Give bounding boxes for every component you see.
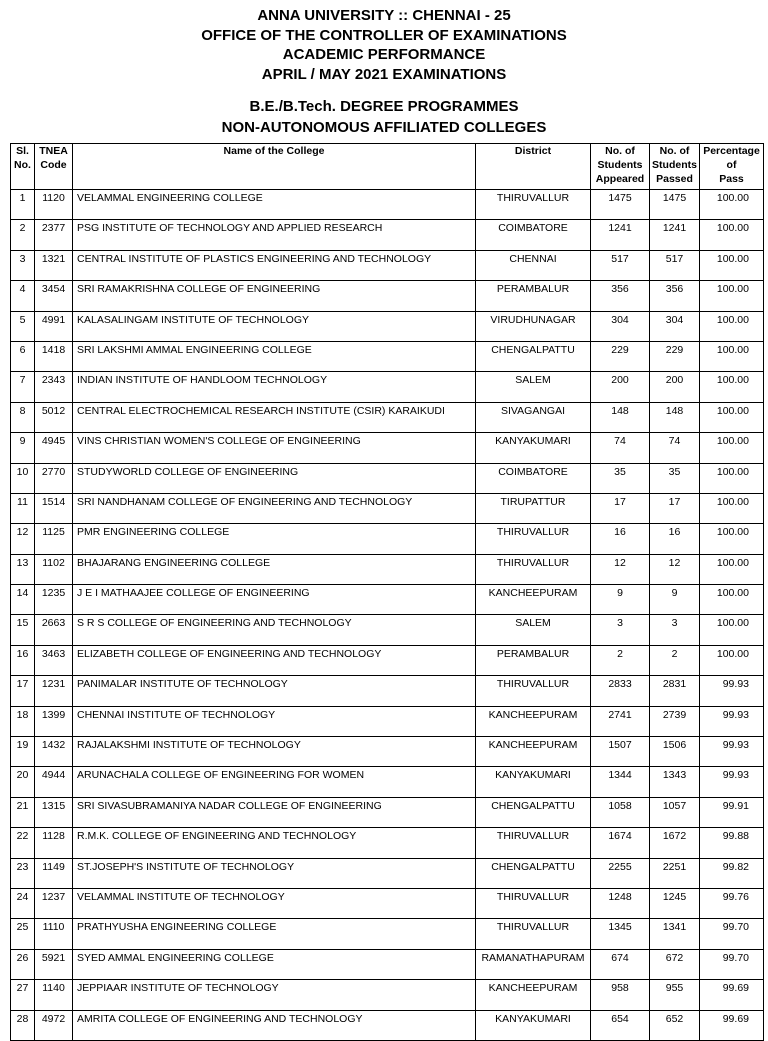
cell-sl: 15 bbox=[11, 615, 35, 645]
cell-district: KANCHEEPURAM bbox=[476, 585, 591, 615]
cell-college-name: PRATHYUSHA ENGINEERING COLLEGE bbox=[73, 919, 476, 949]
cell-tnea-code: 4972 bbox=[35, 1010, 73, 1040]
cell-district: VIRUDHUNAGAR bbox=[476, 311, 591, 341]
cell-percentage: 99.93 bbox=[700, 767, 764, 797]
cell-college-name: SRI SIVASUBRAMANIYA NADAR COLLEGE OF ENGINEERING bbox=[73, 797, 476, 827]
cell-sl: 26 bbox=[11, 949, 35, 979]
cell-district: THIRUVALLUR bbox=[476, 888, 591, 918]
cell-passed: 9 bbox=[650, 585, 700, 615]
cell-district: KANCHEEPURAM bbox=[476, 737, 591, 767]
cell-college-name: ST.JOSEPH'S INSTITUTE OF TECHNOLOGY bbox=[73, 858, 476, 888]
cell-college-name: PMR ENGINEERING COLLEGE bbox=[73, 524, 476, 554]
cell-passed: 2251 bbox=[650, 858, 700, 888]
cell-sl: 3 bbox=[11, 250, 35, 280]
cell-sl: 11 bbox=[11, 493, 35, 523]
cell-tnea-code: 1125 bbox=[35, 524, 73, 554]
cell-appeared: 3 bbox=[591, 615, 650, 645]
table-row bbox=[11, 281, 764, 311]
table-row bbox=[11, 676, 764, 706]
cell-percentage: 100.00 bbox=[700, 554, 764, 584]
cell-passed: 200 bbox=[650, 372, 700, 402]
cell-college-name: RAJALAKSHMI INSTITUTE OF TECHNOLOGY bbox=[73, 737, 476, 767]
cell-appeared: 200 bbox=[591, 372, 650, 402]
cell-sl: 9 bbox=[11, 433, 35, 463]
cell-sl: 28 bbox=[11, 1010, 35, 1040]
cell-district: KANCHEEPURAM bbox=[476, 980, 591, 1010]
cell-passed: 1245 bbox=[650, 888, 700, 918]
table-row bbox=[11, 433, 764, 463]
cell-appeared: 35 bbox=[591, 463, 650, 493]
cell-college-name: ELIZABETH COLLEGE OF ENGINEERING AND TECHNOLOGY bbox=[73, 645, 476, 675]
cell-appeared: 229 bbox=[591, 341, 650, 371]
cell-passed: 1057 bbox=[650, 797, 700, 827]
cell-tnea-code: 4945 bbox=[35, 433, 73, 463]
university-title: ANNA UNIVERSITY :: CHENNAI - 25 bbox=[257, 7, 511, 24]
cell-tnea-code: 1102 bbox=[35, 554, 73, 584]
cell-appeared: 1475 bbox=[591, 190, 650, 220]
cell-sl: 2 bbox=[11, 220, 35, 250]
cell-passed: 1672 bbox=[650, 828, 700, 858]
col-header-district: District bbox=[476, 144, 591, 190]
report-title: ACADEMIC PERFORMANCE bbox=[282, 46, 486, 63]
cell-college-name: CENTRAL INSTITUTE OF PLASTICS ENGINEERING AND TECHNOLOGY bbox=[73, 250, 476, 280]
cell-percentage: 99.88 bbox=[700, 828, 764, 858]
cell-district: COIMBATORE bbox=[476, 463, 591, 493]
table-row bbox=[11, 1010, 764, 1040]
cell-district: SALEM bbox=[476, 372, 591, 402]
cell-percentage: 99.70 bbox=[700, 949, 764, 979]
cell-tnea-code: 2770 bbox=[35, 463, 73, 493]
cell-college-name: SYED AMMAL ENGINEERING COLLEGE bbox=[73, 949, 476, 979]
cell-college-name: AMRITA COLLEGE OF ENGINEERING AND TECHNOLOGY bbox=[73, 1010, 476, 1040]
cell-tnea-code: 1321 bbox=[35, 250, 73, 280]
cell-college-name: S R S COLLEGE OF ENGINEERING AND TECHNOLOGY bbox=[73, 615, 476, 645]
cell-passed: 3 bbox=[650, 615, 700, 645]
cell-college-name: R.M.K. COLLEGE OF ENGINEERING AND TECHNOLOGY bbox=[73, 828, 476, 858]
table-row bbox=[11, 858, 764, 888]
cell-passed: 356 bbox=[650, 281, 700, 311]
cell-percentage: 100.00 bbox=[700, 615, 764, 645]
cell-tnea-code: 1110 bbox=[35, 919, 73, 949]
cell-district: SALEM bbox=[476, 615, 591, 645]
cell-college-name: BHAJARANG ENGINEERING COLLEGE bbox=[73, 554, 476, 584]
table-row bbox=[11, 402, 764, 432]
results-table bbox=[10, 143, 764, 1041]
cell-sl: 23 bbox=[11, 858, 35, 888]
cell-tnea-code: 1418 bbox=[35, 341, 73, 371]
table-row bbox=[11, 615, 764, 645]
cell-tnea-code: 1514 bbox=[35, 493, 73, 523]
cell-percentage: 100.00 bbox=[700, 463, 764, 493]
table-row bbox=[11, 585, 764, 615]
cell-appeared: 1248 bbox=[591, 888, 650, 918]
table-row bbox=[11, 220, 764, 250]
table-row bbox=[11, 888, 764, 918]
cell-passed: 17 bbox=[650, 493, 700, 523]
cell-passed: 1341 bbox=[650, 919, 700, 949]
cell-college-name: KALASALINGAM INSTITUTE OF TECHNOLOGY bbox=[73, 311, 476, 341]
cell-percentage: 100.00 bbox=[700, 493, 764, 523]
cell-sl: 22 bbox=[11, 828, 35, 858]
table-row bbox=[11, 190, 764, 220]
cell-appeared: 517 bbox=[591, 250, 650, 280]
cell-sl: 19 bbox=[11, 737, 35, 767]
cell-sl: 14 bbox=[11, 585, 35, 615]
cell-percentage: 100.00 bbox=[700, 190, 764, 220]
cell-tnea-code: 2663 bbox=[35, 615, 73, 645]
cell-district: THIRUVALLUR bbox=[476, 190, 591, 220]
cell-district: CHENGALPATTU bbox=[476, 858, 591, 888]
cell-district: COIMBATORE bbox=[476, 220, 591, 250]
cell-district: THIRUVALLUR bbox=[476, 919, 591, 949]
cell-percentage: 100.00 bbox=[700, 281, 764, 311]
table-row bbox=[11, 463, 764, 493]
cell-sl: 21 bbox=[11, 797, 35, 827]
cell-appeared: 2833 bbox=[591, 676, 650, 706]
cell-sl: 25 bbox=[11, 919, 35, 949]
cell-passed: 1343 bbox=[650, 767, 700, 797]
cell-passed: 672 bbox=[650, 949, 700, 979]
cell-tnea-code: 5921 bbox=[35, 949, 73, 979]
cell-tnea-code: 1231 bbox=[35, 676, 73, 706]
cell-passed: 304 bbox=[650, 311, 700, 341]
cell-percentage: 99.91 bbox=[700, 797, 764, 827]
cell-appeared: 2 bbox=[591, 645, 650, 675]
cell-district: RAMANATHAPURAM bbox=[476, 949, 591, 979]
cell-sl: 1 bbox=[11, 190, 35, 220]
cell-sl: 18 bbox=[11, 706, 35, 736]
cell-sl: 17 bbox=[11, 676, 35, 706]
cell-percentage: 100.00 bbox=[700, 250, 764, 280]
cell-district: CHENGALPATTU bbox=[476, 341, 591, 371]
cell-district: CHENGALPATTU bbox=[476, 797, 591, 827]
col-header-appeared: No. of Students Appeared bbox=[591, 144, 650, 190]
cell-district: THIRUVALLUR bbox=[476, 554, 591, 584]
cell-college-name: VELAMMAL INSTITUTE OF TECHNOLOGY bbox=[73, 888, 476, 918]
cell-college-name: VELAMMAL ENGINEERING COLLEGE bbox=[73, 190, 476, 220]
cell-percentage: 100.00 bbox=[700, 402, 764, 432]
cell-passed: 1241 bbox=[650, 220, 700, 250]
cell-district: PERAMBALUR bbox=[476, 645, 591, 675]
cell-passed: 1506 bbox=[650, 737, 700, 767]
table-row bbox=[11, 554, 764, 584]
col-header-sl: Sl. No. bbox=[11, 144, 35, 190]
cell-percentage: 100.00 bbox=[700, 645, 764, 675]
cell-college-name: J E I MATHAAJEE COLLEGE OF ENGINEERING bbox=[73, 585, 476, 615]
table-row bbox=[11, 524, 764, 554]
cell-sl: 20 bbox=[11, 767, 35, 797]
cell-sl: 8 bbox=[11, 402, 35, 432]
document-header bbox=[0, 6, 768, 84]
table-header-row bbox=[11, 144, 764, 190]
cell-percentage: 100.00 bbox=[700, 524, 764, 554]
cell-college-name: SRI NANDHANAM COLLEGE OF ENGINEERING AND TECHNOLOGY bbox=[73, 493, 476, 523]
cell-passed: 517 bbox=[650, 250, 700, 280]
cell-tnea-code: 1235 bbox=[35, 585, 73, 615]
cell-college-name: CHENNAI INSTITUTE OF TECHNOLOGY bbox=[73, 706, 476, 736]
table-row bbox=[11, 767, 764, 797]
cell-sl: 13 bbox=[11, 554, 35, 584]
cell-appeared: 1674 bbox=[591, 828, 650, 858]
table-row bbox=[11, 311, 764, 341]
cell-appeared: 148 bbox=[591, 402, 650, 432]
cell-tnea-code: 3454 bbox=[35, 281, 73, 311]
cell-sl: 24 bbox=[11, 888, 35, 918]
cell-sl: 12 bbox=[11, 524, 35, 554]
table-row bbox=[11, 737, 764, 767]
cell-percentage: 99.82 bbox=[700, 858, 764, 888]
cell-appeared: 356 bbox=[591, 281, 650, 311]
table-row bbox=[11, 949, 764, 979]
cell-appeared: 2255 bbox=[591, 858, 650, 888]
table-row bbox=[11, 645, 764, 675]
cell-appeared: 74 bbox=[591, 433, 650, 463]
cell-tnea-code: 4991 bbox=[35, 311, 73, 341]
cell-tnea-code: 5012 bbox=[35, 402, 73, 432]
table-row bbox=[11, 828, 764, 858]
cell-college-name: ARUNACHALA COLLEGE OF ENGINEERING FOR WOMEN bbox=[73, 767, 476, 797]
cell-percentage: 100.00 bbox=[700, 220, 764, 250]
table-row bbox=[11, 250, 764, 280]
col-header-tnea: TNEA Code bbox=[35, 144, 73, 190]
table-row bbox=[11, 341, 764, 371]
cell-college-name: STUDYWORLD COLLEGE OF ENGINEERING bbox=[73, 463, 476, 493]
cell-passed: 12 bbox=[650, 554, 700, 584]
cell-appeared: 17 bbox=[591, 493, 650, 523]
cell-passed: 2739 bbox=[650, 706, 700, 736]
cell-college-name: PANIMALAR INSTITUTE OF TECHNOLOGY bbox=[73, 676, 476, 706]
cell-district: PERAMBALUR bbox=[476, 281, 591, 311]
cell-appeared: 16 bbox=[591, 524, 650, 554]
cell-tnea-code: 1128 bbox=[35, 828, 73, 858]
cell-district: KANYAKUMARI bbox=[476, 433, 591, 463]
cell-percentage: 99.69 bbox=[700, 980, 764, 1010]
cell-passed: 652 bbox=[650, 1010, 700, 1040]
cell-tnea-code: 2377 bbox=[35, 220, 73, 250]
table-row bbox=[11, 980, 764, 1010]
exam-session: APRIL / MAY 2021 EXAMINATIONS bbox=[261, 65, 507, 83]
table-row bbox=[11, 919, 764, 949]
cell-percentage: 99.70 bbox=[700, 919, 764, 949]
cell-percentage: 99.69 bbox=[700, 1010, 764, 1040]
cell-appeared: 1344 bbox=[591, 767, 650, 797]
cell-appeared: 9 bbox=[591, 585, 650, 615]
cell-district: KANCHEEPURAM bbox=[476, 706, 591, 736]
cell-percentage: 100.00 bbox=[700, 585, 764, 615]
cell-district: THIRUVALLUR bbox=[476, 524, 591, 554]
cell-tnea-code: 1432 bbox=[35, 737, 73, 767]
cell-passed: 148 bbox=[650, 402, 700, 432]
cell-sl: 7 bbox=[11, 372, 35, 402]
table-row bbox=[11, 372, 764, 402]
cell-sl: 5 bbox=[11, 311, 35, 341]
cell-sl: 16 bbox=[11, 645, 35, 675]
cell-percentage: 99.93 bbox=[700, 737, 764, 767]
cell-tnea-code: 1149 bbox=[35, 858, 73, 888]
cell-passed: 2 bbox=[650, 645, 700, 675]
cell-appeared: 958 bbox=[591, 980, 650, 1010]
cell-tnea-code: 4944 bbox=[35, 767, 73, 797]
table-row bbox=[11, 706, 764, 736]
cell-appeared: 674 bbox=[591, 949, 650, 979]
cell-district: KANYAKUMARI bbox=[476, 767, 591, 797]
cell-district: CHENNAI bbox=[476, 250, 591, 280]
cell-appeared: 304 bbox=[591, 311, 650, 341]
cell-district: THIRUVALLUR bbox=[476, 676, 591, 706]
cell-college-name: INDIAN INSTITUTE OF HANDLOOM TECHNOLOGY bbox=[73, 372, 476, 402]
cell-passed: 2831 bbox=[650, 676, 700, 706]
cell-college-name: SRI LAKSHMI AMMAL ENGINEERING COLLEGE bbox=[73, 341, 476, 371]
cell-percentage: 99.93 bbox=[700, 676, 764, 706]
cell-tnea-code: 1315 bbox=[35, 797, 73, 827]
cell-tnea-code: 1237 bbox=[35, 888, 73, 918]
cell-sl: 6 bbox=[11, 341, 35, 371]
cell-college-name: PSG INSTITUTE OF TECHNOLOGY AND APPLIED RESEARCH bbox=[73, 220, 476, 250]
college-category: NON-AUTONOMOUS AFFILIATED COLLEGES bbox=[221, 119, 547, 136]
office-title: OFFICE OF THE CONTROLLER OF EXAMINATIONS bbox=[201, 26, 567, 44]
cell-percentage: 100.00 bbox=[700, 372, 764, 402]
cell-passed: 16 bbox=[650, 524, 700, 554]
cell-district: SIVAGANGAI bbox=[476, 402, 591, 432]
cell-college-name: CENTRAL ELECTROCHEMICAL RESEARCH INSTITUTE (CSIR) KARAIKUDI bbox=[73, 402, 476, 432]
cell-appeared: 1345 bbox=[591, 919, 650, 949]
programme-title: B.E./B.Tech. DEGREE PROGRAMMES bbox=[249, 98, 519, 115]
cell-percentage: 100.00 bbox=[700, 311, 764, 341]
cell-appeared: 12 bbox=[591, 554, 650, 584]
cell-district: THIRUVALLUR bbox=[476, 828, 591, 858]
cell-tnea-code: 1140 bbox=[35, 980, 73, 1010]
cell-tnea-code: 2343 bbox=[35, 372, 73, 402]
cell-percentage: 100.00 bbox=[700, 341, 764, 371]
cell-district: TIRUPATTUR bbox=[476, 493, 591, 523]
cell-sl: 10 bbox=[11, 463, 35, 493]
cell-percentage: 100.00 bbox=[700, 433, 764, 463]
cell-tnea-code: 1120 bbox=[35, 190, 73, 220]
cell-appeared: 2741 bbox=[591, 706, 650, 736]
cell-percentage: 99.93 bbox=[700, 706, 764, 736]
cell-passed: 1475 bbox=[650, 190, 700, 220]
cell-sl: 27 bbox=[11, 980, 35, 1010]
cell-college-name: VINS CHRISTIAN WOMEN'S COLLEGE OF ENGINEERING bbox=[73, 433, 476, 463]
cell-tnea-code: 3463 bbox=[35, 645, 73, 675]
cell-passed: 229 bbox=[650, 341, 700, 371]
col-header-passed: No. of Students Passed bbox=[650, 144, 700, 190]
cell-passed: 35 bbox=[650, 463, 700, 493]
table-row bbox=[11, 493, 764, 523]
cell-district: KANYAKUMARI bbox=[476, 1010, 591, 1040]
cell-appeared: 1058 bbox=[591, 797, 650, 827]
cell-passed: 74 bbox=[650, 433, 700, 463]
table-row bbox=[11, 797, 764, 827]
cell-sl: 4 bbox=[11, 281, 35, 311]
cell-appeared: 1507 bbox=[591, 737, 650, 767]
cell-college-name: JEPPIAAR INSTITUTE OF TECHNOLOGY bbox=[73, 980, 476, 1010]
col-header-percentage: Percentage of Pass bbox=[700, 144, 764, 190]
cell-tnea-code: 1399 bbox=[35, 706, 73, 736]
cell-appeared: 654 bbox=[591, 1010, 650, 1040]
cell-college-name: SRI RAMAKRISHNA COLLEGE OF ENGINEERING bbox=[73, 281, 476, 311]
document-subheader bbox=[0, 96, 768, 138]
cell-passed: 955 bbox=[650, 980, 700, 1010]
cell-percentage: 99.76 bbox=[700, 888, 764, 918]
cell-appeared: 1241 bbox=[591, 220, 650, 250]
col-header-name: Name of the College bbox=[73, 144, 476, 190]
